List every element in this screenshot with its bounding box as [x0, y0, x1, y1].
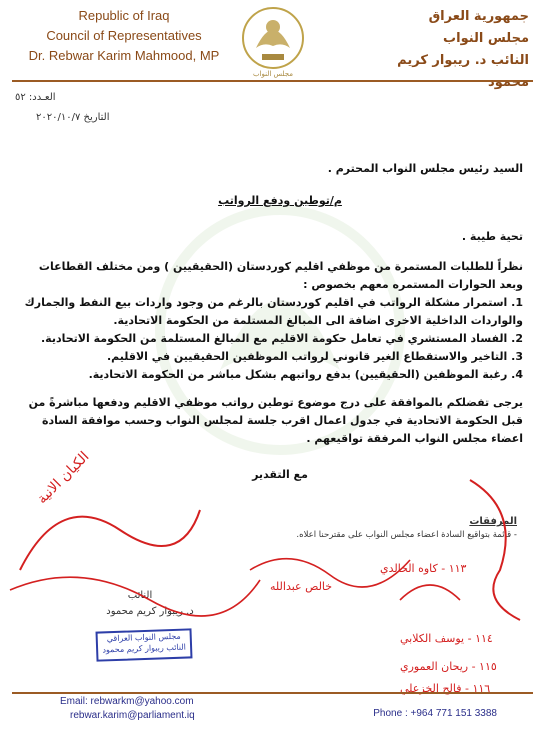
- list-item: 3. التاخير والاستقطاع الغير قانوني لرواتب الموظفين الحقيقيين في الاقليم.: [106, 350, 523, 363]
- header-line-country: Republic of Iraq: [78, 8, 170, 23]
- letter-number: العـدد: ٥٢: [15, 92, 56, 103]
- footer-emails: [60, 695, 195, 723]
- svg-text:مجلس النواب: مجلس النواب: [252, 70, 294, 78]
- header-line-council-ar: مجلس النواب: [443, 31, 529, 46]
- iraq-emblem-icon: [238, 2, 308, 82]
- header-line-council: Council of Representatives: [46, 28, 202, 43]
- handwritten-signature: الكيان الانية: [34, 448, 93, 508]
- subject: م/توطين ودفع الرواتب: [218, 194, 342, 207]
- attachment-item: - قائمة بتواقيع السادة اعضاء مجلس النواب على مقترحنا اعلاه.: [296, 530, 517, 540]
- stamp-line-1: مجلس النواب العراقي: [106, 631, 181, 644]
- handwritten-signature: ١١٤ - يوسف الكلابي: [400, 632, 493, 645]
- email-secondary[interactable]: rebwar.karim@parliament.iq: [70, 710, 195, 721]
- handwritten-signature: ١١٥ - ريحان العموري: [400, 660, 497, 673]
- request-paragraph: يرجى تفضلكم بالموافقة على درج موضوع توطين رواتب موظفي الاقليم ودفعها مباشرةً من قبل الحكومة الاتحادية في جدول اعمال اقرب جلسة لمجلس النواب وحسب موافقة السادة اعضاء مجلس النواب المرفقة تواقيعهم .: [28, 396, 523, 445]
- greeting: تحية طيبة .: [461, 230, 523, 243]
- letter-date: التاريخ ٢٠٢٠/١٠/٧: [36, 112, 110, 123]
- header-line-country-ar: جمهورية العراق: [428, 9, 529, 24]
- header-line-mp-ar: النائب د. ريبوار كريم محمود: [397, 53, 529, 90]
- signature-name: د. ريبوار كريم محمود: [106, 606, 194, 617]
- header-divider: [12, 80, 533, 82]
- list-item: 2. الفساد المستشري في تعامل حكومة الاقليم مع المبالغ المستلمة من الحكومة الاتحادية.: [40, 332, 523, 345]
- list-item: 1. استمرار مشكلة الرواتب في اقليم كوردستان بالرغم من وجود واردات بيع النفط والجمارك والواردات الداخلية الاخرى اضافة الى المبالغ المستلمة من الحكومة الاتحادية.: [24, 296, 523, 327]
- points-list: [18, 294, 523, 384]
- handwritten-signature: ١١٣ - كاوه الخالدي: [380, 562, 467, 575]
- handwritten-signatures: [0, 450, 545, 700]
- addressee: السيد رئيس مجلس النواب المحترم .: [327, 162, 523, 175]
- email-primary[interactable]: Email: rebwarkm@yahoo.com: [60, 696, 194, 707]
- intro-paragraph: نظراً للطلبات المستمرة من موظفي اقليم كوردستان (الحقيقيين ) ومن مختلف القطاعات وبعد الحوارات المستمره معهم بخصوص :: [38, 260, 523, 291]
- signature-title: النائب: [127, 590, 153, 601]
- handwritten-signature: خالص عبدالله: [270, 580, 333, 593]
- closing: مع التقدير: [252, 468, 308, 481]
- footer-phone: Phone : +964 771 151 3388: [373, 708, 497, 719]
- english-letterhead: [24, 6, 224, 66]
- attachments-label: المرفقات: [469, 516, 517, 527]
- list-item: 4. رغبة الموظفين (الحقيقيين) بدفع رواتبهم بشكل مباشر من الحكومة الاتحادية.: [88, 368, 523, 381]
- stamp-line-2: النائب ريبوار كريم محمود: [102, 642, 187, 655]
- header-line-mp: Dr. Rebwar Karim Mahmood, MP: [28, 48, 220, 63]
- handwritten-signature: ١١٦ - فالح الخزعلي: [400, 682, 491, 695]
- footer-divider: [12, 692, 533, 694]
